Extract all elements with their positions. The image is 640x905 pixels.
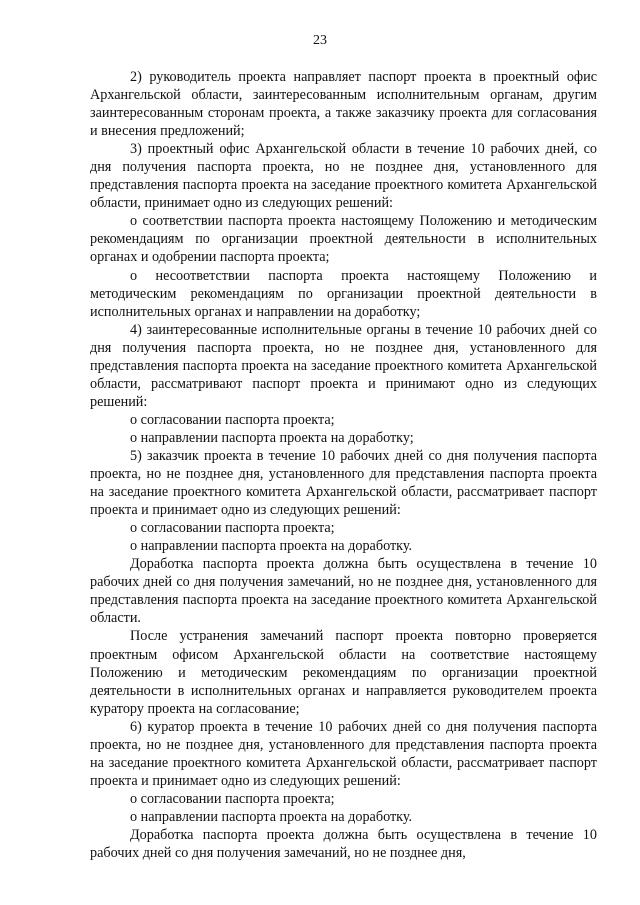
paragraph-item-2: 2) руководитель проекта направляет паспорт проекта в проектный офис Архангельской области, заинтересованным исполнительным органам, другим заинтересованным сторонам проекта, а также заказчику проекта для согласования и внесения предложений; — [90, 69, 597, 140]
recheck-paragraph: После устранения замечаний паспорт проекта повторно проверяется проектным офисом Архангельской области на соответствие настоящему Положению и методическим рекомендациям по организации проектной деятельности в исполнительных органах и направляется руководителем проекта куратору проекта на согласование; — [90, 628, 597, 717]
paragraph-item-5: 5) заказчик проекта в течение 10 рабочих дней со дня получения паспорта проекта, но не позднее дня, установленного для представления паспорта проекта на заседание проектного комитета Архангельской области, рассматривает паспорт проекта и принимает одно из следующих решений: — [90, 447, 597, 519]
decision-option-revise: о направлении паспорта проекта на доработку. — [130, 538, 413, 555]
document-body — [90, 68, 597, 862]
page-number: 23 — [313, 33, 327, 48]
paragraph-item-6: 6) куратор проекта в течение 10 рабочих дней со дня получения паспорта проекта, но не позднее дня, установленного для представления паспорта проекта на заседание проектного комитета Архангельской области, рассматривает паспорт проекта и принимает одно из следующих решений: — [90, 718, 597, 789]
decision-option-compliance: о соответствии паспорта проекта настоящему Положению и методическим рекомендациям по организации проектной деятельности в исполнительных органах и одобрении паспорта проекта; — [90, 213, 597, 266]
decision-option-approve: о согласовании паспорта проекта; — [130, 520, 335, 537]
decision-option-approve: о согласовании паспорта проекта; — [130, 790, 335, 807]
revision-deadline-paragraph: Доработка паспорта проекта должна быть осуществлена в течение 10 рабочих дней со дня получения замечаний, но не позднее дня, установленного для представления паспорта проекта на заседание проектного комитета Архангельской области. — [90, 556, 597, 627]
decision-option-noncompliance: о несоответствии паспорта проекта настоящему Положению и методическим рекомендациям по организации проектной деятельности в исполнительных органах и направлении на доработку; — [90, 267, 597, 320]
paragraph-item-4: 4) заинтересованные исполнительные органы в течение 10 рабочих дней со дня получения паспорта проекта, но не позднее дня, установленного для представления паспорта проекта на заседание проектного комитета Архангельской области, рассматривают паспорт проекта и принимают одно из следующих решений: — [90, 321, 597, 410]
paragraph-item-3: 3) проектный офис Архангельской области в течение 10 рабочих дней, со дня получения паспорта проекта, но не позднее дня, установленного для представления паспорта проекта на заседание проектного комитета Архангельской области, принимает одно из следующих решений: — [90, 141, 597, 212]
revision-deadline-paragraph-continued: Доработка паспорта проекта должна быть осуществлена в течение 10 рабочих дней со дня получения замечаний, но не позднее дня, — [90, 826, 597, 862]
decision-option-revise: о направлении паспорта проекта на доработку; — [130, 429, 414, 446]
decision-option-revise: о направлении паспорта проекта на доработку. — [130, 808, 413, 825]
decision-option-approve: о согласовании паспорта проекта; — [130, 411, 335, 428]
